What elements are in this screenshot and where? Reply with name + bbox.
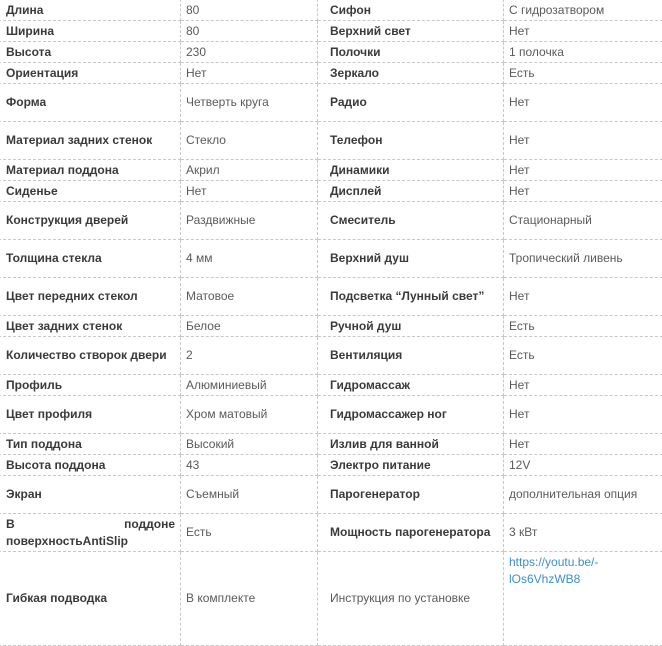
table-row (0, 0, 662, 21)
spec-value: Нет (504, 278, 662, 316)
spec-value: Нет (181, 181, 318, 202)
table-row (0, 160, 662, 181)
table-row (0, 278, 662, 316)
spec-value: 80 (181, 0, 318, 21)
table-row (0, 375, 662, 396)
spec-value: Есть (504, 316, 662, 337)
spec-name: Гидромассажер ног (318, 396, 504, 434)
spec-value: Акрил (181, 160, 318, 181)
spec-value: Алюминиевый (181, 375, 318, 396)
spec-name: Толщина стекла (0, 240, 181, 278)
spec-name: Динамики (318, 160, 504, 181)
spec-name: Телефон (318, 122, 504, 160)
spec-value: Высокий (181, 434, 318, 455)
spec-value: Есть (504, 63, 662, 84)
table-row (0, 396, 662, 434)
spec-value: Нет (504, 396, 662, 434)
table-row (0, 122, 662, 160)
spec-value: Есть (181, 514, 318, 552)
spec-value: 12V (504, 455, 662, 476)
spec-name: Сифон (318, 0, 504, 21)
spec-name: Цвет профиля (0, 396, 181, 434)
spec-value: Нет (504, 160, 662, 181)
spec-name: Излив для ванной (318, 434, 504, 455)
spec-value: Тропический ливень (504, 240, 662, 278)
spec-name: Смеситель (318, 202, 504, 240)
spec-value: С гидрозатвором (504, 0, 662, 21)
spec-name: Мощность парогенератора (318, 514, 504, 552)
spec-value: В комплекте (181, 552, 318, 646)
spec-name: Длина (0, 0, 181, 21)
spec-name: Ширина (0, 21, 181, 42)
spec-value: Нет (504, 434, 662, 455)
spec-value: Нет (504, 84, 662, 122)
spec-name: Верхний свет (318, 21, 504, 42)
spec-name: Тип поддона (0, 434, 181, 455)
spec-name: Профиль (0, 375, 181, 396)
table-row (0, 181, 662, 202)
spec-value: Хром матовый (181, 396, 318, 434)
spec-value: 4 мм (181, 240, 318, 278)
spec-name: Электро питание (318, 455, 504, 476)
table-row (0, 316, 662, 337)
table-row (0, 84, 662, 122)
spec-name: В поддоне поверхностьAntiSlip (0, 514, 181, 552)
spec-value: Инструкция по установке (318, 552, 504, 646)
spec-value: 3 кВт (504, 514, 662, 552)
spec-name: Ориентация (0, 63, 181, 84)
instruction-link-cell (504, 552, 662, 646)
table-row (0, 434, 662, 455)
spec-value: 80 (181, 21, 318, 42)
spec-name: Материал задних стенок (0, 122, 181, 160)
spec-value: Нет (181, 63, 318, 84)
spec-name: Гибкая подводка (0, 552, 181, 646)
spec-value: Нет (504, 122, 662, 160)
spec-value: Нет (504, 21, 662, 42)
spec-name: Верхний душ (318, 240, 504, 278)
spec-value: 2 (181, 337, 318, 375)
spec-value: 230 (181, 42, 318, 63)
spec-value: Матовое (181, 278, 318, 316)
table-row (0, 337, 662, 375)
spec-value: Нет (504, 181, 662, 202)
spec-value: 1 полочка (504, 42, 662, 63)
spec-name: Количество створок двери (0, 337, 181, 375)
spec-name: Ручной душ (318, 316, 504, 337)
spec-name: Гидромассаж (318, 375, 504, 396)
spec-name: Высота (0, 42, 181, 63)
spec-name: Цвет передних стекол (0, 278, 181, 316)
table-row (0, 63, 662, 84)
table-row (0, 514, 662, 552)
spec-name: Вентиляция (318, 337, 504, 375)
spec-name: Зеркало (318, 63, 504, 84)
spec-value: Раздвижные (181, 202, 318, 240)
spec-value: Стационарный (504, 202, 662, 240)
table-row (0, 552, 662, 646)
table-row (0, 202, 662, 240)
spec-name: Цвет задних стенок (0, 316, 181, 337)
instruction-video-link[interactable]: https://youtu.be/-lOs6VhzWB8 (509, 555, 599, 586)
table-row (0, 240, 662, 278)
spec-value: Стекло (181, 122, 318, 160)
spec-name: Дисплей (318, 181, 504, 202)
spec-name: Высота поддона (0, 455, 181, 476)
spec-name: Сиденье (0, 181, 181, 202)
table-row (0, 455, 662, 476)
spec-value: Есть (504, 337, 662, 375)
table-row (0, 21, 662, 42)
spec-name: Экран (0, 476, 181, 514)
spec-name: Полочки (318, 42, 504, 63)
spec-value: Четверть круга (181, 84, 318, 122)
spec-name: Парогенератор (318, 476, 504, 514)
spec-name: Радио (318, 84, 504, 122)
spec-value: 43 (181, 455, 318, 476)
spec-value: Белое (181, 316, 318, 337)
spec-name: Материал поддона (0, 160, 181, 181)
spec-name: Форма (0, 84, 181, 122)
spec-value: Нет (504, 375, 662, 396)
spec-value: дополнительная опция (504, 476, 662, 514)
table-row (0, 476, 662, 514)
spec-name: Подсветка “Лунный свет” (318, 278, 504, 316)
table-row (0, 42, 662, 63)
spec-name: Конструкция дверей (0, 202, 181, 240)
spec-value: Съемный (181, 476, 318, 514)
